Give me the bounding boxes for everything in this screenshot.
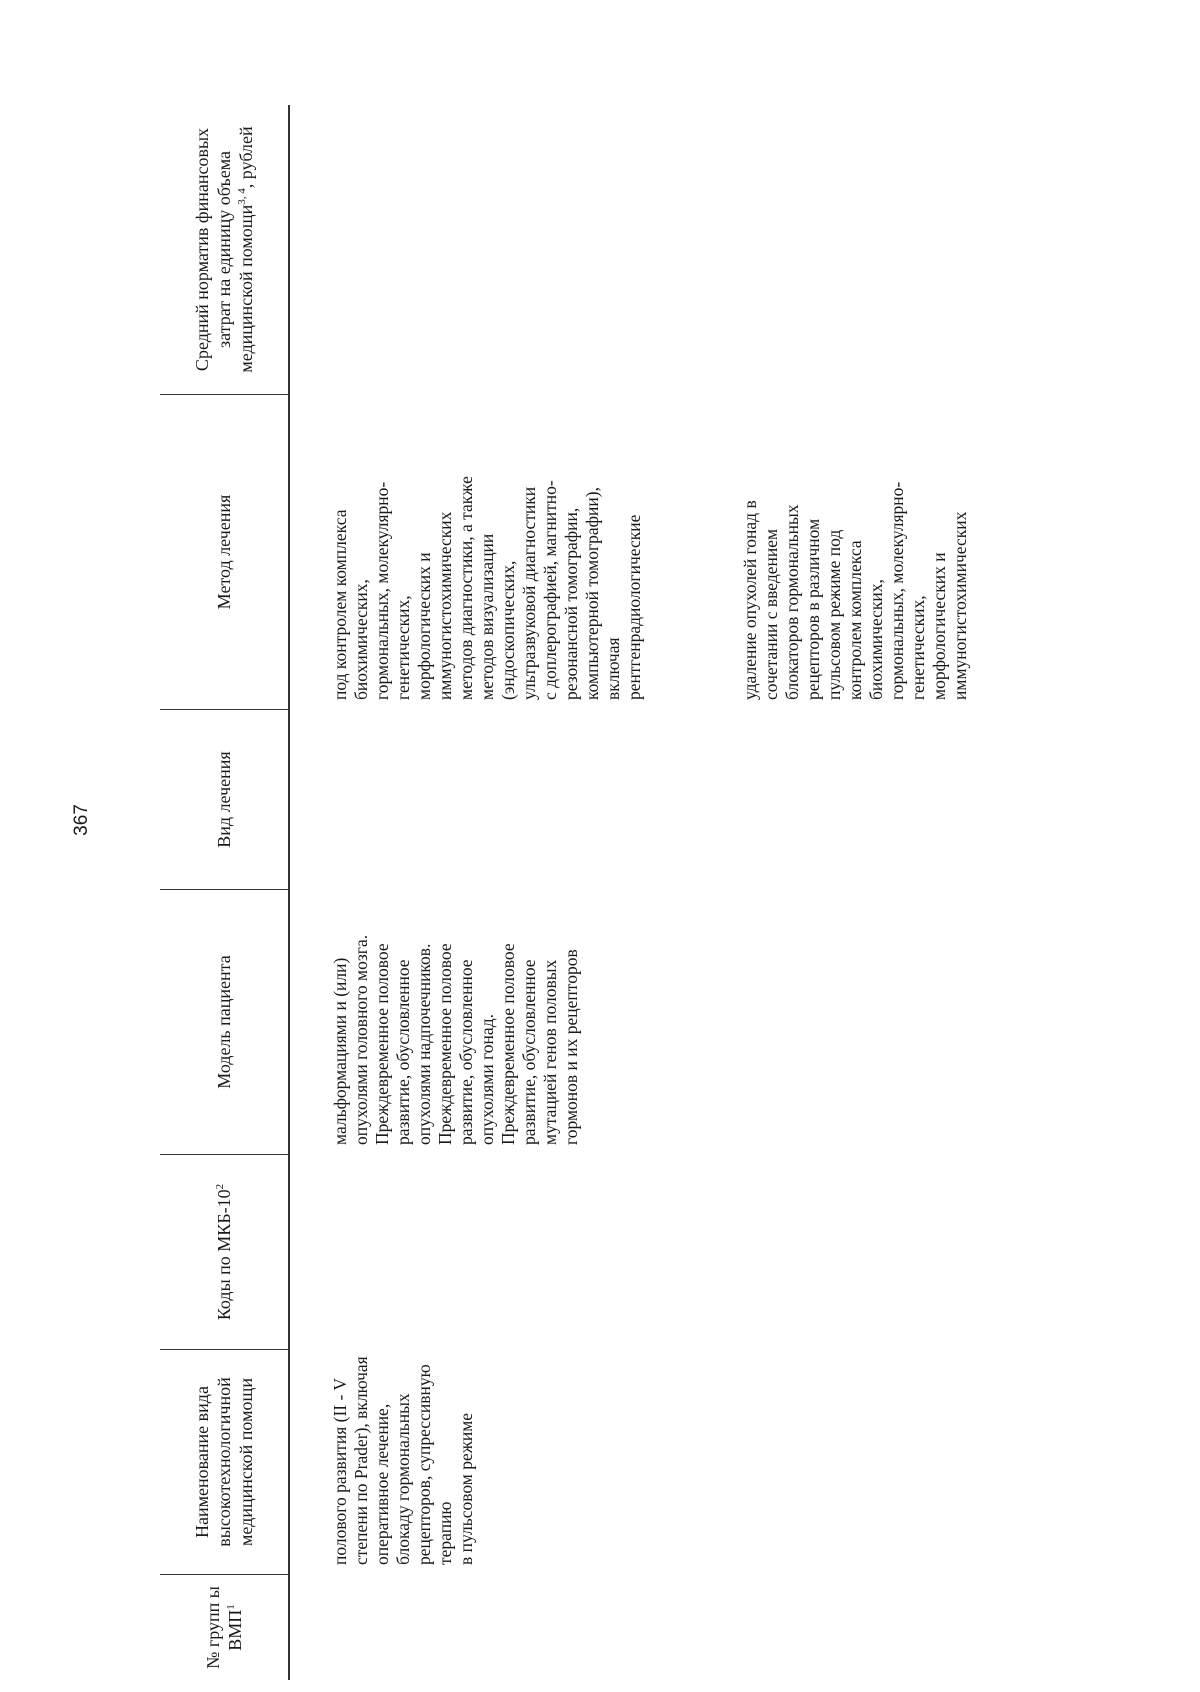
cell-method-text-1: под контролем комплекса биохимических, гормональных, молекулярно- генетических, морфологических и иммуногистохимических методов диагностики, а также методов визуализации (эндоскопических, ультразвуковой диагностики с доплерографией, магнитно- резонансной томографии, компьютерной томографии), включая рентгенрадиологические [330,476,644,700]
cell-method-text-2: удаление опухолей гонад в сочетании с введением блокаторов гормональных рецепторов в различном пульсовом режиме под контролем комплекса биохимических, гормональных, молекулярно- генетических, морфологических и иммуногистохимических [740,481,970,700]
header-treatment-type: Вид лечения [160,710,288,890]
header-avg-cost-label: Средний норматив финансовых затрат на единицу объема медицинской помощи [192,127,256,373]
cell-patient-model-text: мальформациями и (или) опухолями головного мозга. Преждевременное половое развитие, обусловленное опухолями надпочечников. Преждевременное половое развитие, обусловленное опухолями гонад. Преждевременное половое развитие, обусловленное мутацией генов половых гормонов и их рецепторов [330,934,581,1145]
header-avg-cost-footnote: 3, 4 [236,188,248,205]
table-header-row [160,105,290,1680]
header-avg-cost [160,105,288,395]
header-group-no-label: № групп ы ВМП [203,1586,245,1669]
rotated-table [160,0,1160,1680]
header-icd-codes-footnote: 2 [214,1183,226,1190]
header-treatment-method: Метод лечения [160,395,288,710]
header-icd-codes-label: Коды по МКБ-10 [214,1189,234,1321]
header-patient-model: Модель пациента [160,890,288,1155]
header-group-no [160,1575,288,1680]
treatment-table [160,0,1160,1680]
header-group-no-footnote: 1 [225,1604,237,1610]
header-avg-cost-unit: , рублей [236,126,256,189]
header-name: Наименование вида высокотехнологичной медицинской помощи [160,1350,288,1575]
cell-name-text: полового развития (II - V степени по Prader), включая оперативное лечение, блокаду гормональных рецепторов, супрессивную терапию в пульсовом режиме [330,1356,476,1565]
page-number: 367 [71,804,92,836]
header-icd-codes [160,1155,288,1350]
